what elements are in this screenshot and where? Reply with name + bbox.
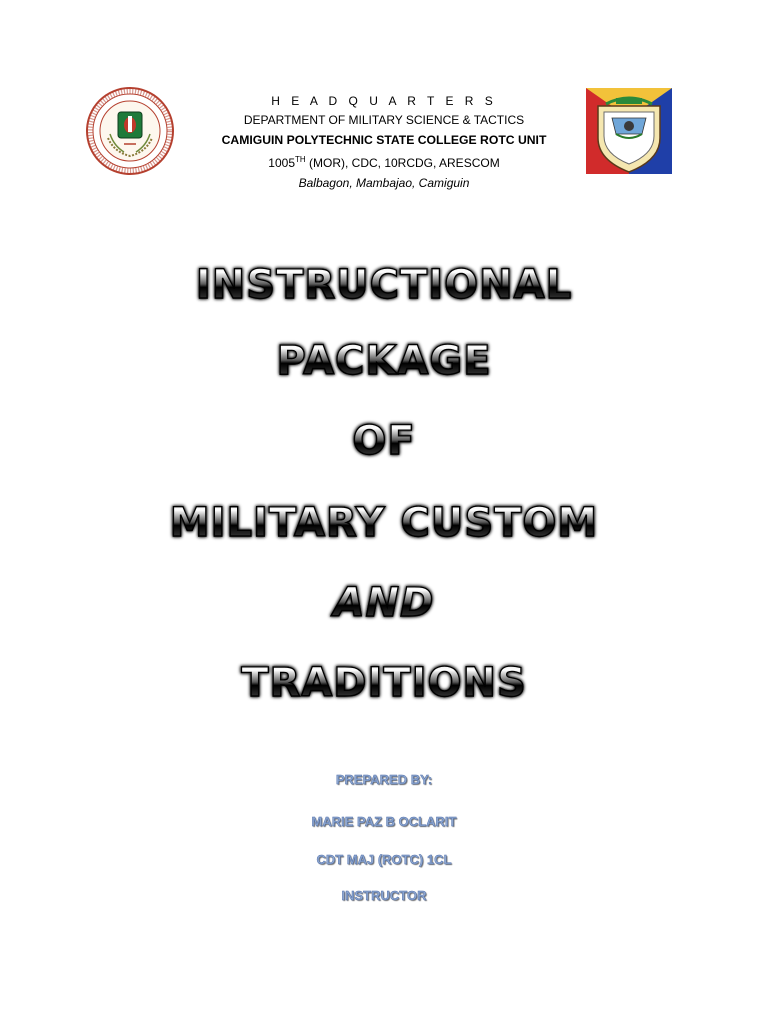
address-line: Balbagon, Mambajao, Camiguin xyxy=(298,176,470,190)
unit-superscript: TH xyxy=(295,155,306,164)
college-seal-logo xyxy=(84,86,176,176)
preparer-rank: CDT MAJ (ROTC) 1CL xyxy=(316,852,452,867)
preparer-role: INSTRUCTOR xyxy=(341,888,427,903)
title-line-military-custom: MILITARY CUSTOM xyxy=(0,500,768,546)
unit-line xyxy=(184,150,584,173)
title-line-package: PACKAGE xyxy=(0,338,768,384)
college-line: CAMIGUIN POLYTECHNIC STATE COLLEGE ROTC UNIT xyxy=(221,133,547,147)
preparer-name: MARIE PAZ B OCLARIT xyxy=(311,814,457,829)
unit-details: (MOR), CDC, 10RCDG, ARESCOM xyxy=(305,156,500,170)
document-header xyxy=(184,92,584,193)
headquarters-heading: H E A D Q U A R T E R S xyxy=(271,94,497,108)
title-line-and: AND xyxy=(0,580,768,626)
prepared-by-label: PREPARED BY: xyxy=(335,772,433,787)
department-line: DEPARTMENT OF MILITARY SCIENCE & TACTICS xyxy=(243,113,525,127)
title-line-instructional: INSTRUCTIONAL xyxy=(0,262,768,308)
unit-number: 1005 xyxy=(268,156,295,170)
title-line-traditions: TRADITIONS xyxy=(0,660,768,706)
rotc-unit-emblem xyxy=(586,88,672,174)
title-line-of: OF xyxy=(0,418,768,464)
